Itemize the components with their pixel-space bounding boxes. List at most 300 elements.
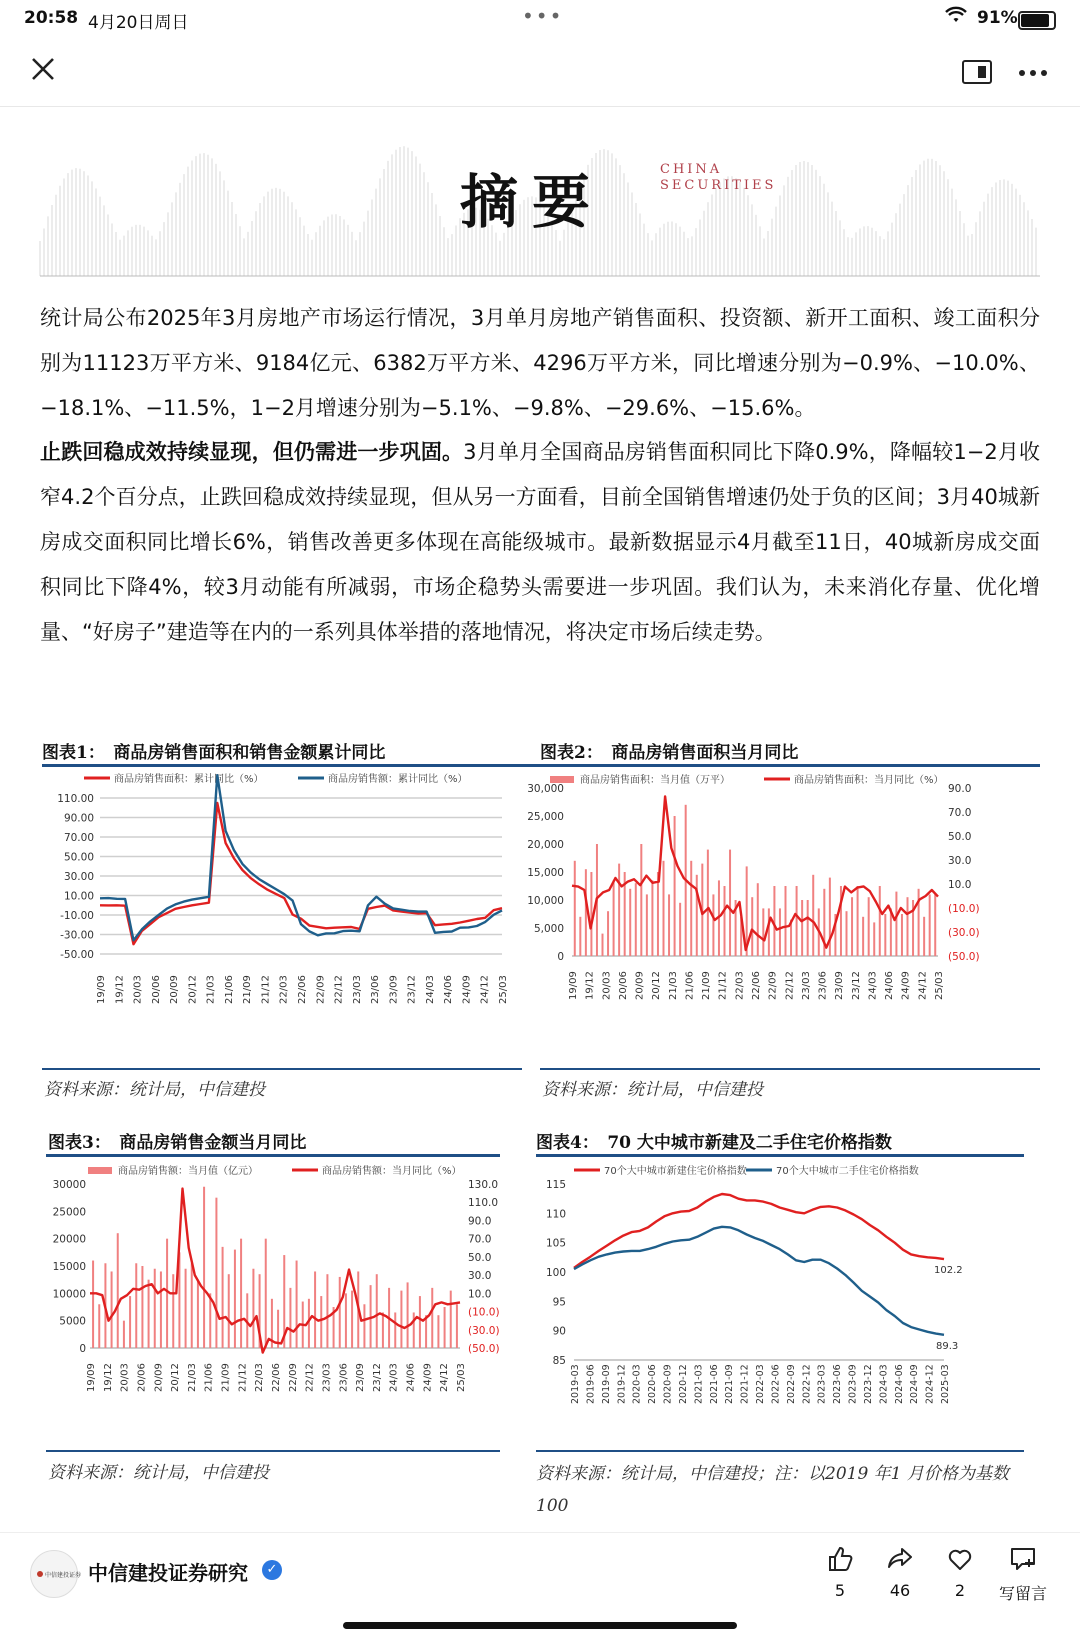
bar-monthly-value <box>618 864 620 956</box>
bar-monthly-value <box>801 900 803 956</box>
x-tick-label: 19/12 <box>102 1363 114 1392</box>
close-icon[interactable] <box>30 52 56 90</box>
page-title: 摘要 <box>460 168 605 236</box>
x-tick-label: 20/12 <box>651 971 663 1000</box>
y-right-tick-label: (30.0) <box>468 1324 500 1337</box>
x-tick-label: 2020-12 <box>677 1364 689 1404</box>
chart3-top-rule <box>46 1154 500 1157</box>
bar-monthly-value <box>394 1312 396 1348</box>
bar-monthly-value <box>252 1269 254 1348</box>
bar-monthly-value <box>98 1304 100 1348</box>
y-left-tick-label: 20,000 <box>527 839 564 851</box>
x-tick-label: 21/12 <box>717 971 729 1000</box>
bar-monthly-value <box>773 886 775 956</box>
x-tick-label: 2020-09 <box>662 1364 674 1404</box>
x-tick-label: 23/09 <box>834 971 846 1000</box>
bar-monthly-value <box>185 1269 187 1348</box>
x-tick-label: 23/12 <box>406 975 418 1004</box>
x-tick-label: 20/09 <box>153 1363 165 1392</box>
y-left-tick-label: 15000 <box>52 1261 86 1273</box>
x-tick-label: 20/09 <box>634 971 646 1000</box>
chart1-title: 图表1： 商品房销售面积和销售金额累计同比 <box>42 743 386 763</box>
x-tick-label: 24/03 <box>424 975 436 1004</box>
bar-monthly-value <box>762 908 764 956</box>
y-left-tick-label: 30,000 <box>527 783 564 795</box>
y-left-tick-label: 0 <box>557 951 564 963</box>
x-tick-label: 22/03 <box>254 1363 266 1392</box>
home-indicator[interactable] <box>343 1622 737 1629</box>
avatar[interactable] <box>30 1550 82 1598</box>
bar-monthly-value <box>779 908 781 956</box>
chart4-title: 图表4： 70 大中城市新建及二手住宅价格指数 <box>536 1133 892 1153</box>
bar-monthly-value <box>590 872 592 956</box>
y-left-tick-label: 25,000 <box>527 811 564 823</box>
x-tick-label: 21/06 <box>203 1363 215 1392</box>
comment-button[interactable] <box>988 1545 1058 1604</box>
x-tick-label: 2022-12 <box>801 1364 813 1404</box>
y-right-tick-label: (10.0) <box>948 903 980 915</box>
x-tick-label: 23/06 <box>817 971 829 1000</box>
bar-monthly-value <box>413 1312 415 1348</box>
bar-monthly-value <box>400 1291 402 1348</box>
x-tick-label: 22/12 <box>333 975 345 1004</box>
bar-monthly-value <box>901 914 903 956</box>
chart3-bottom-rule <box>46 1450 500 1452</box>
x-tick-label: 22/06 <box>751 971 762 1000</box>
y-tick-label: -10.00 <box>60 910 94 922</box>
chart4-svg <box>534 1164 1026 1448</box>
bar-monthly-value <box>456 1304 458 1348</box>
x-tick-label: 2019-03 <box>570 1364 581 1404</box>
y-tick-label: 110.00 <box>57 793 94 805</box>
y-tick-label: 100 <box>545 1267 566 1279</box>
bar-monthly-value <box>646 894 648 956</box>
x-tick-label: 19/09 <box>568 971 579 1000</box>
bar-monthly-value <box>574 861 576 956</box>
x-tick-label: 19/09 <box>96 975 107 1004</box>
bar-monthly-value <box>111 1271 113 1348</box>
series-second-hand-line <box>574 1227 944 1335</box>
bar-monthly-value <box>796 886 798 956</box>
bar-monthly-value <box>602 934 604 956</box>
x-tick-label: 24/12 <box>439 1363 451 1392</box>
y-tick-label: 50.00 <box>63 851 94 864</box>
x-tick-label: 23/06 <box>370 975 382 1004</box>
x-tick-label: 2019-06 <box>585 1364 597 1404</box>
x-tick-label: 2020-06 <box>647 1364 659 1404</box>
bar-monthly-value <box>668 894 670 956</box>
bar-monthly-value <box>265 1239 267 1348</box>
bar-monthly-value <box>707 850 709 956</box>
x-tick-label: 2020-03 <box>631 1364 643 1404</box>
x-tick-label: 25/03 <box>934 971 945 1000</box>
chart3-source: 资料来源：统计局，中信建投 <box>48 1463 269 1483</box>
bar-monthly-value <box>663 861 665 956</box>
x-tick-label: 23/09 <box>388 975 400 1004</box>
bar-monthly-value <box>351 1291 353 1348</box>
bar-monthly-value <box>635 883 637 956</box>
x-tick-label: 23/09 <box>355 1363 367 1392</box>
bar-monthly-value <box>768 908 770 956</box>
y-right-tick-label: 90.0 <box>948 783 972 795</box>
bar-monthly-value <box>613 880 615 956</box>
bar-monthly-value <box>674 816 676 956</box>
bar-monthly-value <box>873 922 875 956</box>
x-tick-label: 24/06 <box>443 975 455 1004</box>
y-tick-label: 95 <box>552 1296 566 1309</box>
x-tick-label: 21/06 <box>684 971 696 1000</box>
bar-monthly-value <box>690 861 692 956</box>
x-tick-label: 2019-09 <box>600 1364 612 1404</box>
bar-monthly-value <box>154 1269 156 1348</box>
y-right-tick-label: (50.0) <box>948 951 980 963</box>
bar-monthly-value <box>724 886 726 956</box>
bar-monthly-value <box>851 897 853 956</box>
x-tick-label: 21/09 <box>220 1363 232 1392</box>
bar-monthly-value <box>419 1296 421 1348</box>
x-tick-label: 2021-09 <box>724 1364 736 1404</box>
x-tick-label: 2022-06 <box>770 1364 782 1404</box>
bar-monthly-value <box>160 1271 162 1348</box>
status-time: 20:58 <box>24 8 79 28</box>
chart2-source: 资料来源：统计局，中信建投 <box>542 1080 763 1100</box>
y-left-tick-label: 30000 <box>52 1179 86 1191</box>
y-left-tick-label: 10,000 <box>527 895 564 907</box>
chart2-svg <box>527 774 1040 1064</box>
bar-monthly-value <box>382 1312 384 1348</box>
account-name[interactable]: 中信建投证券研究 <box>88 1561 248 1585</box>
bar-monthly-value <box>657 872 659 956</box>
bar-monthly-value <box>191 1263 193 1348</box>
favorite-count: 2 <box>954 1581 966 1600</box>
bar-monthly-value <box>209 1293 211 1348</box>
bar-monthly-value <box>407 1282 409 1348</box>
bar-monthly-value <box>751 897 753 956</box>
y-tick-label: 110 <box>545 1208 566 1221</box>
paragraph-body: 3月单月全国商品房销售面积同比下降0.9%，降幅较1−2月收窄4.2个百分点，止跌回稳成效持续显现，但从另一方面看，目前全国销售增速仍处于负的区间；3月40城新房成交面积同比增长6%，销售改善更多体现在高能级城市。最新数据显示4月截至11日，40城新房成交面积同比下降4%，较3月动能有所减弱，市场企稳势头需要进一步巩固。我们认为，未来消化存量、优化增量、“好房子”建造等在内的一系列具体举措的落地情况，将决定市场后续走势。 <box>40 440 1041 644</box>
x-tick-label: 2023-09 <box>847 1364 859 1404</box>
x-tick-label: 2024-03 <box>878 1364 890 1404</box>
bar-monthly-value <box>862 917 864 956</box>
x-tick-label: 24/03 <box>867 971 879 1000</box>
bar-monthly-value <box>807 900 809 956</box>
bar-monthly-value <box>579 917 581 956</box>
bar-monthly-value <box>240 1239 242 1348</box>
chart2-title: 图表2： 商品房销售面积当月同比 <box>540 743 799 763</box>
bar-monthly-value <box>929 894 931 956</box>
x-tick-label: 20/12 <box>187 975 199 1004</box>
y-right-tick-label: (50.0) <box>468 1343 500 1355</box>
bar-monthly-value <box>203 1187 205 1348</box>
brand-line-2: SECURITIES <box>660 178 777 193</box>
x-tick-label: 22/12 <box>784 971 796 1000</box>
bar-monthly-value <box>314 1271 316 1348</box>
x-tick-label: 23/12 <box>371 1363 383 1392</box>
y-left-tick-label: 25000 <box>52 1206 86 1219</box>
second-hand-end-label: 89.3 <box>936 1340 959 1352</box>
x-tick-label: 19/09 <box>86 1363 97 1392</box>
bar-monthly-value <box>829 878 831 956</box>
series-yoy-line <box>90 1189 460 1353</box>
x-tick-label: 24/03 <box>388 1363 400 1392</box>
x-tick-label: 20/03 <box>132 975 144 1004</box>
bar-monthly-value <box>345 1293 347 1348</box>
x-tick-label: 2021-03 <box>693 1364 705 1404</box>
x-tick-label: 24/06 <box>884 971 896 1000</box>
y-right-tick-label: 50.0 <box>468 1251 492 1264</box>
series-yoy-line <box>572 796 938 950</box>
y-left-tick-label: 5,000 <box>533 923 564 935</box>
x-tick-label: 20/03 <box>601 971 613 1000</box>
bar-monthly-value <box>729 850 731 956</box>
x-tick-label: 23/03 <box>351 975 363 1004</box>
battery-percent: 91% <box>977 8 1018 28</box>
legend-label-1: 商品房销售额：累计同比（%） <box>328 774 468 785</box>
verified-badge-icon: ✓ <box>262 1560 282 1580</box>
more-options-icon[interactable] <box>1018 54 1048 84</box>
new-home-end-label: 102.2 <box>934 1265 963 1277</box>
x-tick-label: 24/09 <box>461 975 473 1004</box>
bar-monthly-value <box>197 1280 199 1348</box>
y-tick-label: 70.00 <box>63 832 94 844</box>
x-tick-label: 25/03 <box>498 975 509 1004</box>
x-tick-label: 20/06 <box>150 975 162 1004</box>
bar-monthly-value <box>222 1247 224 1348</box>
x-tick-label: 20/03 <box>119 1363 131 1392</box>
comment-label: 写留言 <box>998 1584 1047 1603</box>
x-tick-label: 2019-12 <box>616 1364 628 1404</box>
bar-monthly-value <box>812 875 814 956</box>
x-tick-label: 2024-09 <box>909 1364 921 1404</box>
y-tick-label: -30.00 <box>60 929 94 942</box>
x-tick-label: 23/12 <box>850 971 862 1000</box>
y-right-tick-label: 10.0 <box>468 1288 492 1301</box>
bar-monthly-value <box>431 1288 433 1348</box>
x-tick-label: 24/12 <box>479 975 491 1004</box>
bar-monthly-value <box>868 897 870 956</box>
bar-monthly-value <box>607 911 609 956</box>
bar-monthly-value <box>712 894 714 956</box>
bar-monthly-value <box>857 886 859 956</box>
chart3-title: 图表3： 商品房销售金额当月同比 <box>48 1133 307 1153</box>
wifi-icon <box>945 8 967 28</box>
x-tick-label: 20/09 <box>169 975 181 1004</box>
y-right-tick-label: 10.0 <box>948 879 972 891</box>
x-tick-label: 2023-12 <box>862 1364 874 1404</box>
x-tick-label: 21/12 <box>260 975 272 1004</box>
chart4-bottom-rule <box>536 1450 1024 1452</box>
bar-monthly-value <box>846 911 848 956</box>
chart-row1-top-rule <box>42 764 1040 767</box>
brand-line-1: CHINA <box>660 162 723 177</box>
x-tick-label: 25/03 <box>456 1363 467 1392</box>
y-right-tick-label: 30.0 <box>468 1270 492 1283</box>
bar-monthly-value <box>234 1250 236 1348</box>
bar-monthly-value <box>363 1304 365 1348</box>
chart1-svg <box>42 774 532 1064</box>
x-tick-label: 24/09 <box>900 971 912 1000</box>
bar-monthly-value <box>785 886 787 956</box>
bar-monthly-value <box>923 917 925 956</box>
x-tick-label: 2024-12 <box>924 1364 936 1404</box>
y-tick-label: 10.00 <box>63 890 94 903</box>
y-right-tick-label: 130.0 <box>468 1179 499 1191</box>
bar-monthly-value <box>215 1198 217 1348</box>
top-bar <box>0 36 1080 107</box>
x-tick-label: 2022-03 <box>755 1364 766 1404</box>
x-tick-label: 22/03 <box>278 975 290 1004</box>
bar-monthly-value <box>141 1266 143 1348</box>
x-tick-label: 2025-03 <box>940 1364 951 1404</box>
legend-label-1: 商品房销售面积：当月同比（%） <box>794 775 944 786</box>
bar-monthly-value <box>757 883 759 956</box>
legend-label-1: 70个大中城市二手住宅价格指数 <box>776 1166 919 1177</box>
x-tick-label: 24/06 <box>405 1363 417 1392</box>
y-tick-label: 90 <box>552 1325 566 1338</box>
bar-monthly-value <box>651 880 653 956</box>
x-tick-label: 20/06 <box>617 971 629 1000</box>
multitask-dots-icon[interactable]: ••• <box>522 4 564 28</box>
y-left-tick-label: 15,000 <box>527 867 564 879</box>
x-tick-label: 21/12 <box>237 1363 249 1392</box>
y-right-tick-label: (10.0) <box>468 1306 500 1319</box>
bar-monthly-value <box>135 1263 137 1348</box>
y-right-tick-label: (30.0) <box>948 927 980 939</box>
bar-monthly-value <box>895 892 897 956</box>
like-count: 5 <box>834 1581 846 1600</box>
bar-monthly-value <box>444 1307 446 1348</box>
x-tick-label: 2023-06 <box>832 1364 844 1404</box>
favorite-button[interactable] <box>925 1545 995 1600</box>
bar-monthly-value <box>934 894 936 956</box>
chart1-source: 资料来源：统计局，中信建投 <box>44 1080 265 1100</box>
x-tick-label: 24/09 <box>422 1363 434 1392</box>
x-tick-label: 22/06 <box>297 975 308 1004</box>
bar-monthly-value <box>450 1291 452 1348</box>
x-tick-label: 2021-12 <box>739 1364 751 1404</box>
y-right-tick-label: 90.0 <box>468 1215 492 1228</box>
legend-swatch-0 <box>550 776 574 783</box>
y-right-tick-label: 70.0 <box>468 1233 492 1246</box>
x-tick-label: 21/06 <box>223 975 235 1004</box>
heart-icon <box>925 1545 995 1581</box>
y-tick-label: 115 <box>545 1179 566 1191</box>
bar-monthly-value <box>228 1274 230 1348</box>
chart4-top-rule <box>536 1154 1024 1157</box>
y-tick-label: -50.00 <box>60 949 94 961</box>
bar-monthly-value <box>326 1274 328 1348</box>
x-tick-label: 2023-03 <box>816 1364 828 1404</box>
chart3-svg <box>46 1164 502 1448</box>
summary-paragraph-2 <box>40 430 1040 655</box>
y-right-tick-label: 110.0 <box>468 1197 499 1210</box>
x-tick-label: 22/09 <box>767 971 779 1000</box>
x-tick-label: 22/03 <box>734 971 746 1000</box>
bar-monthly-value <box>92 1261 94 1348</box>
bar-monthly-value <box>129 1296 131 1348</box>
bar-monthly-value <box>376 1274 378 1348</box>
bar-monthly-value <box>296 1261 298 1348</box>
bar-monthly-value <box>123 1321 125 1348</box>
x-tick-label: 22/09 <box>315 975 327 1004</box>
bar-monthly-value <box>320 1296 322 1348</box>
x-tick-label: 21/03 <box>205 975 217 1004</box>
bar-monthly-value <box>640 844 642 956</box>
x-tick-label: 22/09 <box>287 1363 299 1392</box>
legend-label-1: 商品房销售额：当月同比（%） <box>322 1166 462 1177</box>
bar-monthly-value <box>289 1288 291 1348</box>
x-tick-label: 22/06 <box>271 1363 282 1392</box>
y-left-tick-label: 0 <box>79 1343 86 1355</box>
x-tick-label: 19/12 <box>114 975 126 1004</box>
y-left-tick-label: 10000 <box>52 1288 86 1301</box>
summary-paragraph-1: 统计局公布2025年3月房地产市场运行情况，3月单月房地产销售面积、投资额、新开工面积、竣工面积分别为11123万平方米、9184亿元、6382万平方米、4296万平方米，同比增速分别为−0.9%、−10.0%、−18.1%、−11.5%，1−2月增速分别为−5.1%、−9.8%、−29.6%、−15.6%。 <box>40 306 1040 420</box>
x-tick-label: 21/03 <box>667 971 679 1000</box>
battery-level <box>1021 14 1049 27</box>
comment-icon <box>988 1545 1058 1581</box>
y-right-tick-label: 50.0 <box>948 831 972 843</box>
legend-label-0: 70个大中城市新建住宅价格指数 <box>604 1166 747 1177</box>
x-tick-label: 20/12 <box>170 1363 182 1392</box>
chart1-bottom-rule <box>42 1068 522 1070</box>
y-tick-label: 105 <box>545 1237 566 1250</box>
legend-label-0: 商品房销售面积：当月值（万平） <box>580 775 730 786</box>
share-count: 46 <box>889 1581 911 1600</box>
avatar-text: 中信建投证券 <box>45 1572 82 1579</box>
y-left-tick-label: 5000 <box>59 1315 86 1328</box>
bar-monthly-value <box>117 1233 119 1348</box>
bar-monthly-value <box>879 886 881 956</box>
x-tick-label: 23/03 <box>800 971 812 1000</box>
bar-monthly-value <box>339 1277 341 1348</box>
y-left-tick-label: 20000 <box>52 1233 86 1246</box>
y-right-tick-label: 30.0 <box>948 855 972 867</box>
x-tick-label: 21/03 <box>186 1363 198 1392</box>
y-tick-label: 85 <box>552 1355 566 1367</box>
status-bar <box>0 0 1080 36</box>
legend-label-0: 商品房销售额：当月值（亿元） <box>118 1166 258 1177</box>
bar-monthly-value <box>884 914 886 956</box>
x-tick-label: 21/09 <box>701 971 713 1000</box>
x-tick-label: 23/03 <box>321 1363 333 1392</box>
x-tick-label: 23/06 <box>338 1363 350 1392</box>
bar-monthly-value <box>907 897 909 956</box>
bar-monthly-value <box>148 1280 150 1348</box>
legend-swatch-0 <box>88 1167 112 1174</box>
x-tick-label: 20/06 <box>136 1363 148 1392</box>
paragraph-headline: 止跌回稳成效持续显现，但仍需进一步巩固。 <box>40 440 464 464</box>
series-new-home-line <box>574 1194 944 1268</box>
chart4-source: 资料来源：统计局，中信建投；注：以2019 年1 月价格为基数 100 <box>536 1464 1009 1516</box>
bar-monthly-value <box>679 903 681 956</box>
x-tick-label: 2021-06 <box>708 1364 720 1404</box>
y-right-tick-label: 70.0 <box>948 807 972 819</box>
x-tick-label: 22/12 <box>304 1363 316 1392</box>
x-tick-label: 24/12 <box>917 971 929 1000</box>
bar-monthly-value <box>172 1274 174 1348</box>
reader-mode-icon[interactable] <box>962 60 992 84</box>
y-tick-label: 90.00 <box>63 812 94 825</box>
bar-monthly-value <box>437 1315 439 1348</box>
chart2-bottom-rule <box>540 1068 1040 1070</box>
brand-logo-text <box>660 162 776 194</box>
y-tick-label: 30.00 <box>63 871 94 883</box>
x-tick-label: 21/09 <box>242 975 254 1004</box>
bar-monthly-value <box>629 889 631 956</box>
legend-label-0: 商品房销售面积：累计同比（%） <box>114 774 264 785</box>
x-tick-label: 19/12 <box>584 971 596 1000</box>
status-date: 4月20日周日 <box>88 13 189 33</box>
